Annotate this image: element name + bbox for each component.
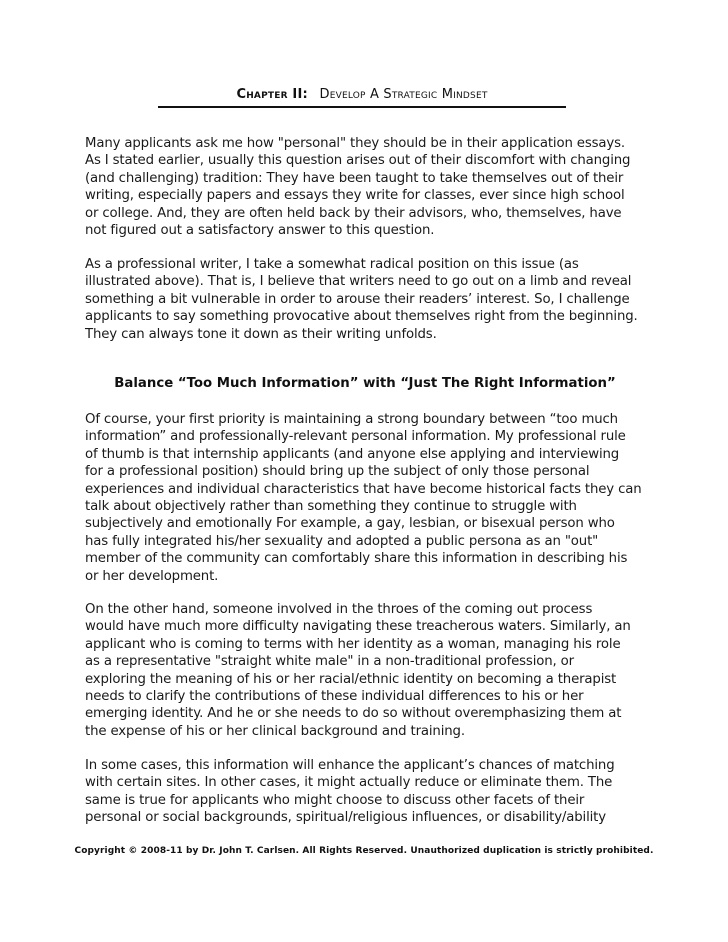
text-line: In some cases, this information will enhance the applicant’s chances of matching — [85, 758, 615, 773]
text-line: for a professional position) should bring up the subject of only those personal — [85, 464, 590, 480]
text-line: illustrated above). That is, I believe that writers need to go out on a limb and reveal — [85, 274, 632, 290]
text-line: not figured out a satisfactory answer to this question. — [85, 223, 435, 239]
text-line: applicant who is coming to terms with her identity as a woman, managing his role — [85, 636, 621, 652]
text-line: member of the community can comfortably share this information in describing his — [85, 551, 628, 567]
text-line: subjectively and emotionally For example, a gay, lesbian, or bisexual person who — [85, 516, 615, 532]
text-line: with certain sites. In other cases, it might actually reduce or eliminate them. The — [85, 775, 613, 791]
text-line: As I stated earlier, usually this question arises out of their discomfort with changing — [85, 153, 631, 169]
chapter-title: Develop A Strategic Mindset — [319, 87, 488, 102]
section-heading: Balance “Too Much Information” with “Just The Right Information” — [114, 376, 616, 391]
text-line: or her development. — [85, 568, 219, 584]
text-line: of thumb is that internship applicants (and anyone else applying and interviewing — [85, 446, 620, 462]
text-line: or college. And, they are often held back by their advisors, who, themselves, have — [85, 205, 622, 221]
text-line: the expense of his or her clinical background and training. — [85, 723, 465, 739]
text-line: would have much more difficulty navigating these treacherous waters. Similarly, an — [85, 619, 631, 635]
paragraph-5 — [85, 757, 645, 827]
text-line: as a representative "straight white male" in a non-traditional profession, or — [85, 654, 574, 670]
text-line: information” and professionally-relevant personal information. My professional rule — [85, 429, 626, 445]
text-line: needs to clarify the contributions of these individual differences to his or her — [85, 689, 584, 705]
text-line: (and challenging) tradition: They have been taught to take themselves out of their — [85, 170, 624, 186]
text-line: They can always tone it down as their writing unfolds. — [85, 326, 437, 342]
text-line: emerging identity. And he or she needs to do so without overemphasizing them at — [85, 706, 622, 722]
text-line: As a professional writer, I take a somewhat radical position on this issue (as — [85, 257, 579, 272]
chapter-header — [158, 87, 566, 102]
text-line: On the other hand, someone involved in the throes of the coming out process — [85, 602, 593, 617]
text-line: personal or social backgrounds, spiritual/religious influences, or disability/ability — [85, 810, 606, 826]
header-rule — [158, 106, 566, 108]
paragraph-1 — [85, 135, 645, 239]
text-line: same is true for applicants who might choose to discuss other facets of their — [85, 792, 585, 808]
text-line: Of course, your first priority is maintaining a strong boundary between “too much — [85, 412, 618, 427]
text-line: Many applicants ask me how "personal" they should be in their application essays. — [85, 136, 625, 151]
text-line: talk about objectively rather than something they continue to struggle with — [85, 499, 577, 515]
chapter-number: Chapter II: — [236, 87, 308, 102]
text-line: experiences and individual characteristics that have become historical facts they can — [85, 481, 642, 497]
text-line: has fully integrated his/her sexuality and adopted a public persona as an "out" — [85, 533, 599, 549]
text-line: applicants to say something provocative about themselves right from the beginning. — [85, 309, 638, 325]
copyright-footer: Copyright © 2008-11 by Dr. John T. Carlsen. All Rights Reserved. Unauthorized duplication is strictly prohibited. — [74, 846, 654, 856]
paragraph-3 — [85, 411, 645, 585]
text-line: something a bit vulnerable in order to arouse their readers’ interest. So, I challenge — [85, 291, 630, 307]
paragraph-4 — [85, 601, 645, 740]
paragraph-2 — [85, 256, 645, 343]
text-line: exploring the meaning of his or her racial/ethnic identity on becoming a therapist — [85, 671, 617, 687]
text-line: writing, especially papers and essays they write for classes, ever since high school — [85, 188, 625, 204]
